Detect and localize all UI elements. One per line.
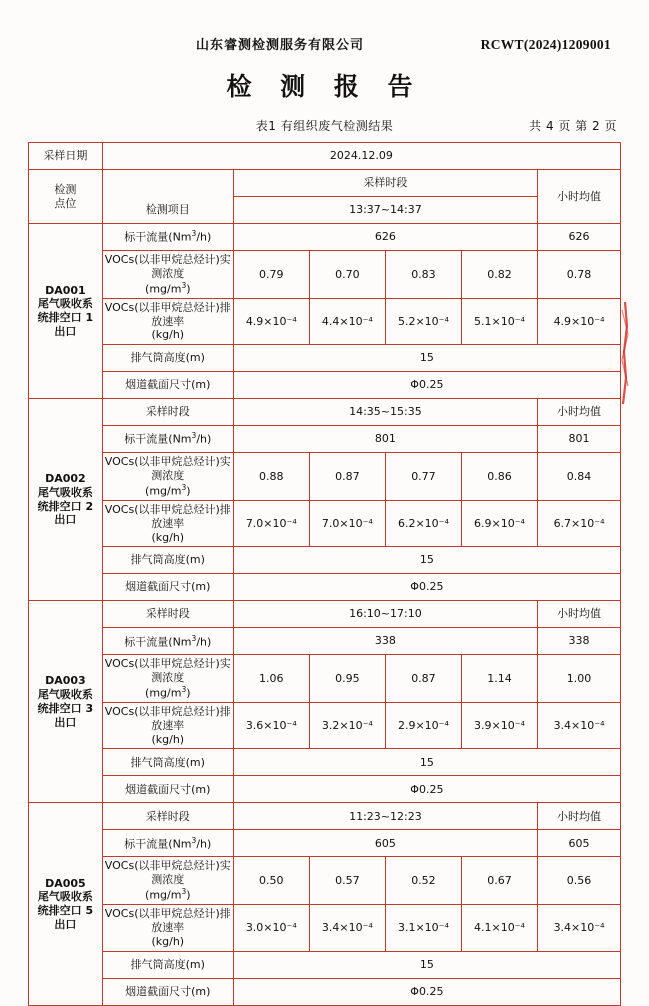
table-row — [29, 251, 621, 299]
value-rate-b3-2: 3.2×10⁻⁴ — [309, 703, 385, 749]
table-row — [29, 905, 621, 951]
table-row — [29, 426, 621, 453]
label-concentration: VOCs(以非甲烷总烃计)实测浓度 $(mg/m^3)$ — [102, 251, 233, 299]
table-row — [29, 453, 621, 501]
value-conc-b3-2: 0.95 — [309, 655, 385, 703]
label-flow-b2: 标干流量(Nm$^3$/h) — [102, 426, 233, 453]
table-row — [29, 776, 621, 803]
value-duct-size-b3: Φ0.25 — [233, 776, 620, 803]
table-row — [29, 372, 621, 399]
document-header — [28, 34, 621, 53]
value-flow-mean-b4: 605 — [538, 830, 621, 857]
label-flow: 标干流量(Nm$^3$/h) — [102, 224, 233, 251]
table-row — [29, 628, 621, 655]
value-rate-b1-3: 5.2×10⁻⁴ — [385, 298, 461, 344]
value-conc-b3-1: 1.06 — [233, 655, 309, 703]
value-rate-b2-3: 6.2×10⁻⁴ — [385, 501, 461, 547]
value-stack-height-b4: 15 — [233, 951, 620, 978]
label-hourly-mean-header: 小时均值 — [538, 170, 621, 224]
label-stack-height-b3: 排气筒高度(m) — [102, 749, 233, 776]
value-rate-b3-1: 3.6×10⁻⁴ — [233, 703, 309, 749]
table-row — [29, 574, 621, 601]
report-number: RCWT(2024)1209001 — [480, 37, 611, 52]
label-rate-b2: VOCs(以非甲烷总烃计)排放速率 (kg/h) — [102, 501, 233, 547]
emission-results-table — [28, 142, 621, 1006]
point-label-da001: DA001 尾气吸收系 统排空口 1 出口 — [29, 224, 103, 399]
page-number-info: 共 4 页 第 2 页 — [529, 119, 617, 133]
label-hourly-mean-b2: 小时均值 — [538, 399, 621, 426]
value-conc-b1-2: 0.70 — [309, 251, 385, 299]
value-conc-b2-3: 0.77 — [385, 453, 461, 501]
table-row — [29, 547, 621, 574]
company-name: 山东睿测检测服务有限公司 — [196, 38, 365, 53]
value-conc-b1-3: 0.83 — [385, 251, 461, 299]
value-rate-b1-2: 4.4×10⁻⁴ — [309, 298, 385, 344]
spacer-cell — [102, 170, 233, 197]
label-stack-height: 排气筒高度(m) — [102, 345, 233, 372]
value-duct-size-b1: Φ0.25 — [233, 372, 620, 399]
table-row — [29, 978, 621, 1005]
table-row — [29, 803, 621, 830]
value-flow-b4: 605 — [233, 830, 537, 857]
table-row — [29, 655, 621, 703]
table-row — [29, 197, 621, 224]
value-rate-mean-b1: 4.9×10⁻⁴ — [538, 298, 621, 344]
label-rate-b4: VOCs(以非甲烷总烃计)排放速率 (kg/h) — [102, 905, 233, 951]
label-duct-size-b3: 烟道截面尺寸(m) — [102, 776, 233, 803]
value-rate-b4-2: 3.4×10⁻⁴ — [309, 905, 385, 951]
value-conc-mean-b4: 0.56 — [538, 857, 621, 905]
label-sample-period-b2: 采样时段 — [102, 399, 233, 426]
label-concentration-b3: VOCs(以非甲烷总烃计)实测浓度 $(mg/m^3)$ — [102, 655, 233, 703]
value-rate-b2-4: 6.9×10⁻⁴ — [461, 501, 537, 547]
label-sample-date: 采样日期 — [29, 143, 103, 170]
label-hourly-mean-b4: 小时均值 — [538, 803, 621, 830]
label-sample-period-b4: 采样时段 — [102, 803, 233, 830]
value-rate-b2-1: 7.0×10⁻⁴ — [233, 501, 309, 547]
label-duct-size-b2: 烟道截面尺寸(m) — [102, 574, 233, 601]
page-title: 检 测 报 告 — [226, 72, 423, 101]
value-period-b3: 16:10~17:10 — [233, 601, 537, 628]
label-item: 检测项目 — [102, 197, 233, 224]
value-conc-mean-b2: 0.84 — [538, 453, 621, 501]
table-row — [29, 749, 621, 776]
table-row — [29, 830, 621, 857]
table-caption-row — [28, 117, 621, 134]
value-sample-date: 2024.12.09 — [102, 143, 620, 170]
value-rate-mean-b2: 6.7×10⁻⁴ — [538, 501, 621, 547]
label-rate: VOCs(以非甲烷总烃计)排放速率 (kg/h) — [102, 298, 233, 344]
table-row — [29, 501, 621, 547]
table-row — [29, 345, 621, 372]
table-row — [29, 857, 621, 905]
value-flow-b3: 338 — [233, 628, 537, 655]
value-conc-b4-2: 0.57 — [309, 857, 385, 905]
table-row — [29, 170, 621, 197]
value-conc-b4-3: 0.52 — [385, 857, 461, 905]
value-rate-b2-2: 7.0×10⁻⁴ — [309, 501, 385, 547]
table-row — [29, 601, 621, 628]
value-rate-b1-4: 5.1×10⁻⁴ — [461, 298, 537, 344]
label-duct-size: 烟道截面尺寸(m) — [102, 372, 233, 399]
value-rate-b4-1: 3.0×10⁻⁴ — [233, 905, 309, 951]
value-conc-b2-4: 0.86 — [461, 453, 537, 501]
value-conc-b3-4: 1.14 — [461, 655, 537, 703]
label-sample-period-b3: 采样时段 — [102, 601, 233, 628]
value-conc-b1-1: 0.79 — [233, 251, 309, 299]
value-period-b4: 11:23~12:23 — [233, 803, 537, 830]
value-flow-mean-b1: 626 — [538, 224, 621, 251]
value-conc-b3-3: 0.87 — [385, 655, 461, 703]
value-rate-mean-b3: 3.4×10⁻⁴ — [538, 703, 621, 749]
value-conc-b4-4: 0.67 — [461, 857, 537, 905]
table-row — [29, 951, 621, 978]
value-stack-height-b3: 15 — [233, 749, 620, 776]
value-period-b2: 14:35~15:35 — [233, 399, 537, 426]
value-conc-mean-b1: 0.78 — [538, 251, 621, 299]
value-flow-mean-b3: 338 — [538, 628, 621, 655]
value-conc-b2-1: 0.88 — [233, 453, 309, 501]
table-row — [29, 143, 621, 170]
value-rate-mean-b4: 3.4×10⁻⁴ — [538, 905, 621, 951]
value-rate-b4-4: 4.1×10⁻⁴ — [461, 905, 537, 951]
value-flow-b2: 801 — [233, 426, 537, 453]
label-stack-height-b2: 排气筒高度(m) — [102, 547, 233, 574]
table-row — [29, 703, 621, 749]
table-row — [29, 298, 621, 344]
label-flow-b4: 标干流量(Nm$^3$/h) — [102, 830, 233, 857]
value-stack-height-b1: 15 — [233, 345, 620, 372]
value-flow-mean-b2: 801 — [538, 426, 621, 453]
value-rate-b3-4: 3.9×10⁻⁴ — [461, 703, 537, 749]
point-label-da002: DA002 尾气吸收系 统排空口 2 出口 — [29, 399, 103, 601]
label-concentration-b2: VOCs(以非甲烷总烃计)实测浓度 $(mg/m^3)$ — [102, 453, 233, 501]
value-period-b1: 13:37~14:37 — [233, 197, 537, 224]
label-point: 检测 点位 — [29, 170, 103, 224]
label-hourly-mean-b3: 小时均值 — [538, 601, 621, 628]
value-rate-b4-3: 3.1×10⁻⁴ — [385, 905, 461, 951]
label-concentration-b4: VOCs(以非甲烷总烃计)实测浓度 $(mg/m^3)$ — [102, 857, 233, 905]
value-rate-b1-1: 4.9×10⁻⁴ — [233, 298, 309, 344]
value-conc-mean-b3: 1.00 — [538, 655, 621, 703]
label-stack-height-b4: 排气筒高度(m) — [102, 951, 233, 978]
value-flow-b1: 626 — [233, 224, 537, 251]
table-caption: 表1 有组织废气检测结果 — [255, 119, 394, 133]
point-label-da003: DA003 尾气吸收系 统排空口 3 出口 — [29, 601, 103, 803]
value-rate-b3-3: 2.9×10⁻⁴ — [385, 703, 461, 749]
value-stack-height-b2: 15 — [233, 547, 620, 574]
value-duct-size-b4: Φ0.25 — [233, 978, 620, 1005]
value-conc-b2-2: 0.87 — [309, 453, 385, 501]
table-row — [29, 224, 621, 251]
label-duct-size-b4: 烟道截面尺寸(m) — [102, 978, 233, 1005]
label-sample-period: 采样时段 — [233, 170, 537, 197]
point-label-da005: DA005 尾气吸收系 统排空口 5 出口 — [29, 803, 103, 1005]
label-flow-b3: 标干流量(Nm$^3$/h) — [102, 628, 233, 655]
value-conc-b4-1: 0.50 — [233, 857, 309, 905]
table-row — [29, 399, 621, 426]
value-duct-size-b2: Φ0.25 — [233, 574, 620, 601]
label-rate-b3: VOCs(以非甲烷总烃计)排放速率 (kg/h) — [102, 703, 233, 749]
value-conc-b1-4: 0.82 — [461, 251, 537, 299]
